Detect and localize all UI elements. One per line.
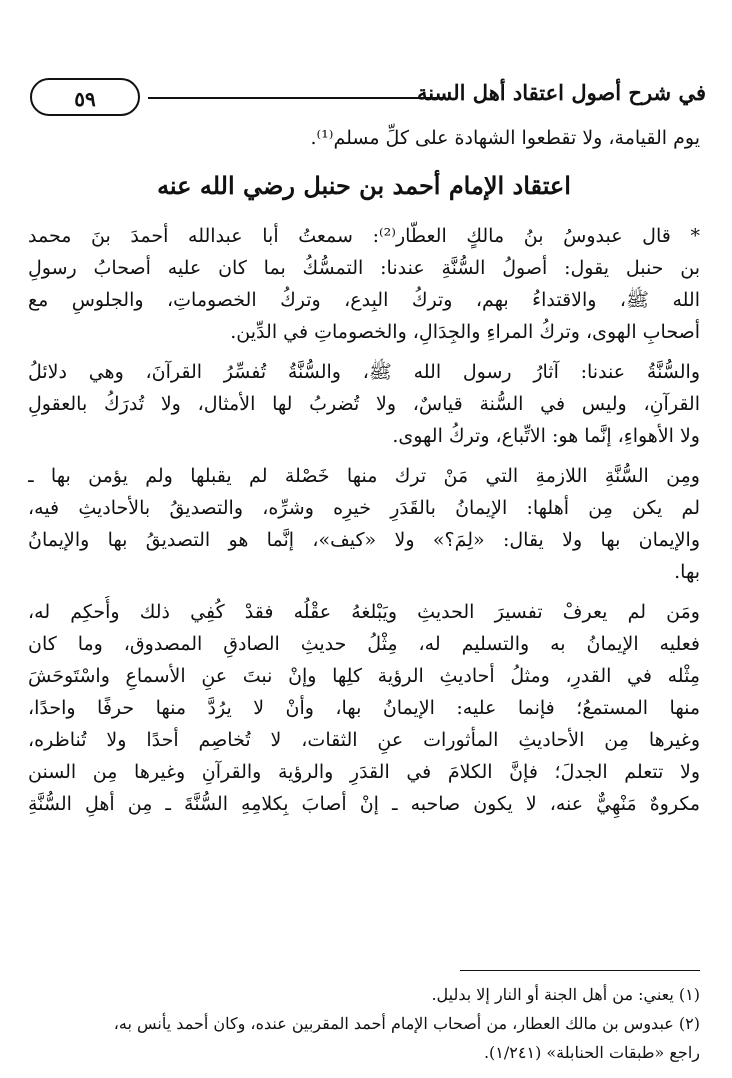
- footnotes: [28, 980, 700, 1067]
- text-line: القرآنِ، وليس في السُّنة قياسٌ، ولا تُضربُ لها الأمثال، ولا تُدرَكُ بالعقولِ: [28, 393, 700, 415]
- running-header: [30, 78, 706, 122]
- footnote-line: (١) يعني: من أهل الجنة أو النار إلا بدليل.: [431, 985, 700, 1004]
- section-heading: اعتقاد الإمام أحمد بن حنبل رضي الله عنه: [157, 171, 571, 200]
- page-number: ٥٩: [30, 78, 140, 116]
- text-line: والإيمان بها ولا يقال: «لِمَ؟» ولا «كيف»، إنَّما هو التصديقُ بها والإيمانُ: [28, 529, 700, 551]
- header-rule: [148, 97, 444, 99]
- text-line: بن حنبل يقول: أصولُ السُّنَّةِ عندنا: التمسُّكُ بما كان عليه أصحابُ رسولِ: [28, 257, 700, 279]
- footnote-line: (٢) عبدوس بن مالك العطار، من أصحاب الإمام أحمد المقربين عنده، وكان أحمد يأنس به،: [113, 1014, 700, 1033]
- text-line: يوم القيامة، ولا تقطعوا الشهادة على كلِّ مسلم⁽¹⁾.: [310, 127, 700, 149]
- text-line: الله ﷺ، والاقتداءُ بهم، وتركُ البِدع، وتركُ الخصوماتِ، والجلوسِ مع: [28, 289, 700, 311]
- text-line: بها.: [674, 561, 700, 583]
- text-line: وغيرها مِن الأحاديثِ المأثورات عنِ الثقات، لا تُخاصِم أحدًا ولا تُناظره،: [28, 729, 700, 751]
- text-line: ولا الأهواءِ، إنَّما هو: الاتِّباع، وتركُ الهوى.: [392, 425, 700, 447]
- footnote-line: راجع «طبقات الحنابلة» (١/٢٤١).: [483, 1043, 700, 1062]
- text-line: مكروهٌ مَنْهِيٌّ عنه، لا يكون صاحبه ـ إنْ أصابَ بِكلامِهِ السُّنَّةَ ـ مِن أهلِ السُّنَّةِ: [28, 793, 700, 815]
- text-line: ومِن السُّنَّةِ اللازمةِ التي مَنْ ترك منها خَصْلة لم يقبلها ولم يؤمن بها ـ: [28, 465, 700, 487]
- paragraph-gap: [28, 348, 700, 356]
- text-line: والسُّنَّةُ عندنا: آثارُ رسول الله ﷺ، والسُّنَّةُ تُفسِّرُ القرآنَ، وهي دلائلُ: [28, 361, 700, 383]
- text-line: مِثْله في القدرِ، ومثلُ أحاديثِ الرؤية كلِها وإنْ نبتَ عنِ الأسماعِ واسْتَوحَشَ: [28, 665, 700, 687]
- text-line: أصحابِ الهوى، وتركُ المراءِ والجِدَالِ، والخصوماتِ في الدِّين.: [230, 321, 700, 343]
- header-title: في شرح أصول اعتقاد أهل السنة: [416, 80, 706, 105]
- text-line: ولا تتعلم الجدلَ؛ فإنَّ الكلامَ في القدَرِ والرؤية والقرآنِ وغيرها مِن السنن: [28, 761, 700, 783]
- body-text: [28, 122, 700, 820]
- text-line: * قال عبدوسُ بنُ مالكٍ العطّار⁽²⁾: سمعتُ أبا عبدالله أحمدَ بنَ محمد: [28, 225, 700, 247]
- text-line: لم يكن مِن أهلها: الإيمانُ بالقَدَرِ خيرِه وشرِّه، والتصديقُ بالأحاديثِ فيه،: [28, 497, 700, 519]
- text-line: فعليه الإيمانُ به والتسليم له، مِثْلُ حديثِ الصادقِ المصدوق، وما كان: [28, 633, 700, 655]
- text-line: ومَن لم يعرفْ تفسيرَ الحديثِ ويَبْلغهُ عقْلُه فقدْ كُفِي ذلك وأُحكِم له،: [28, 601, 700, 623]
- paragraph-gap: [28, 588, 700, 596]
- paragraph-gap: [28, 452, 700, 460]
- text-line: منها المستمعُ؛ فإنما عليه: الإيمانُ بها، وأنْ لا يرُدَّ منها حرفًا واحدًا،: [28, 697, 700, 719]
- footnote-rule: [460, 970, 700, 971]
